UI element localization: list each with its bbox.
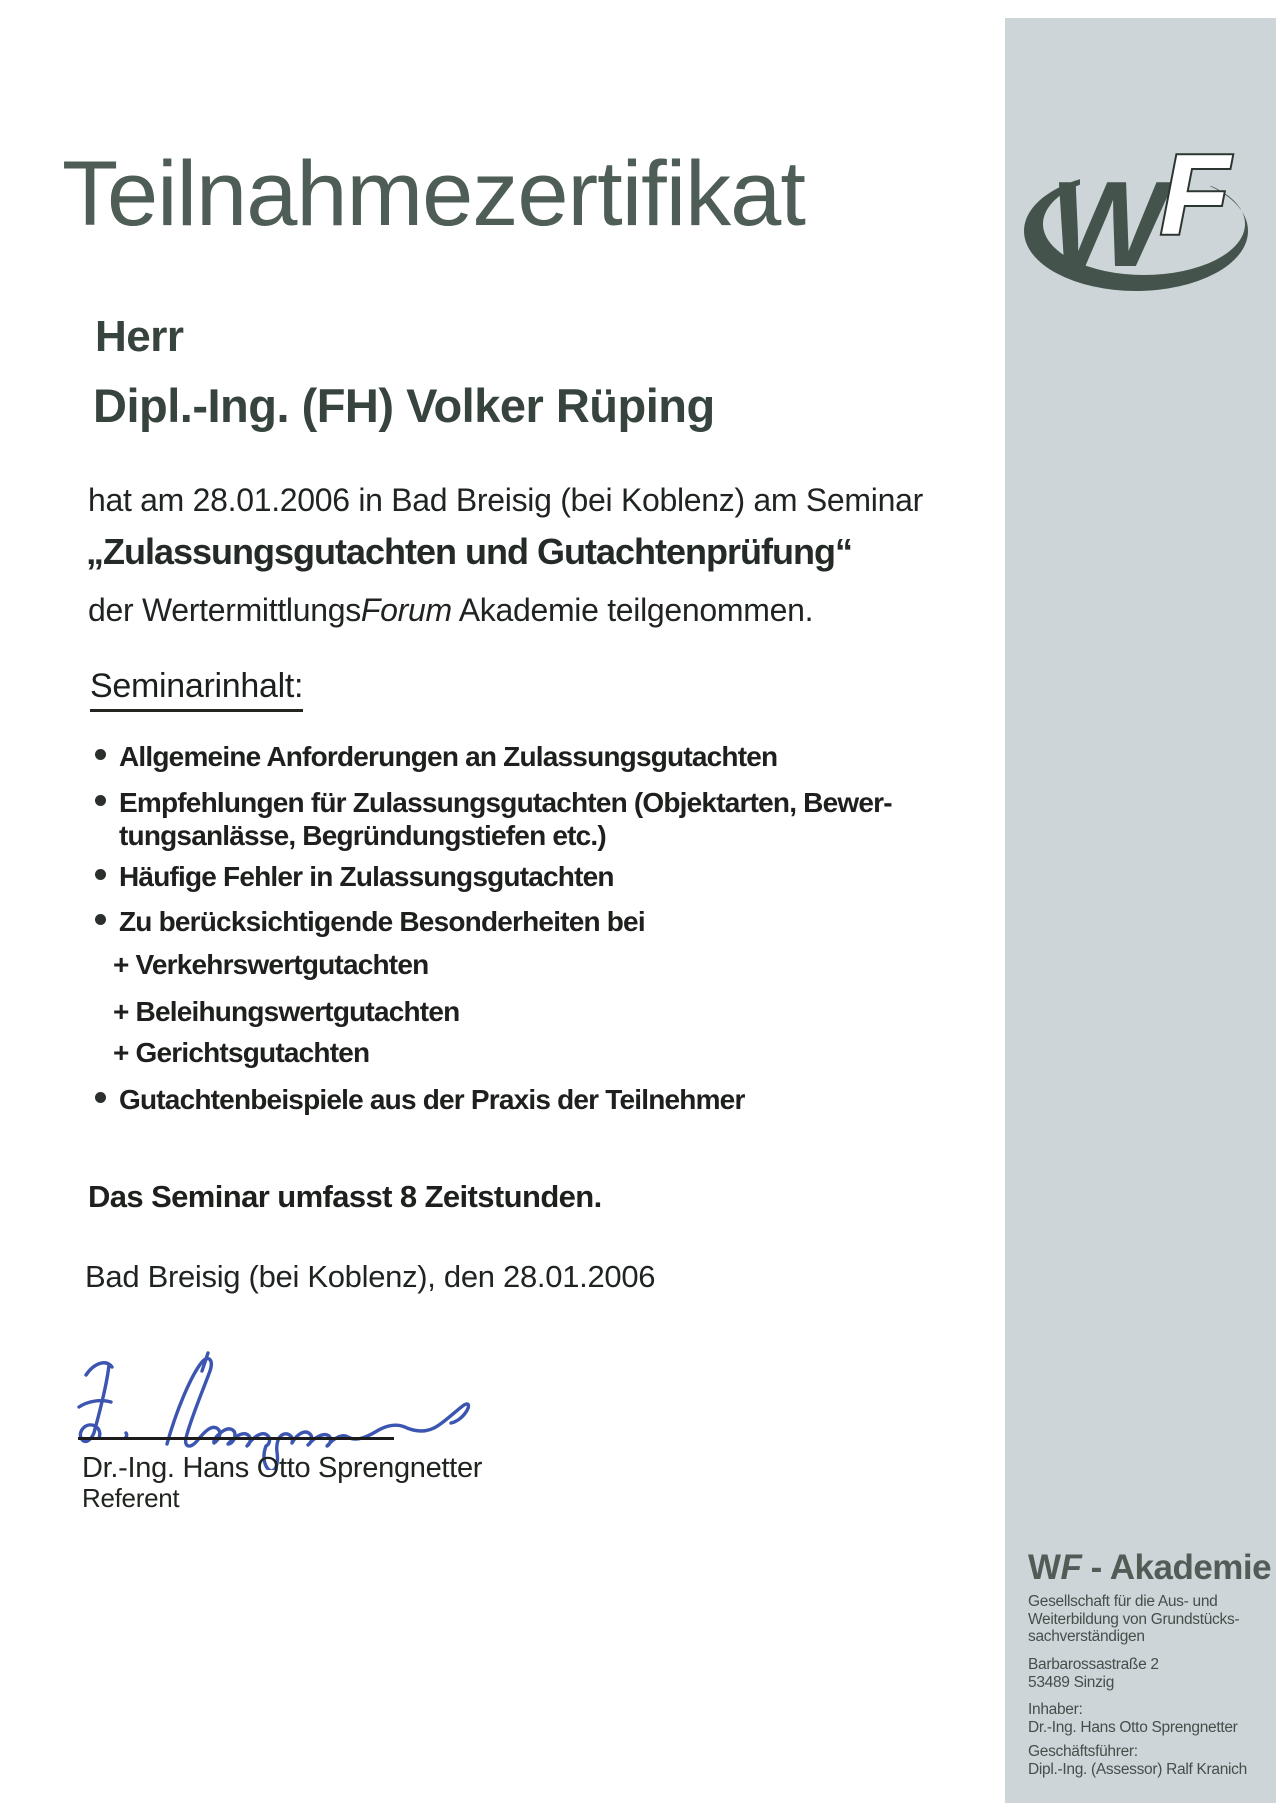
org-description-line: sachverständigen	[1028, 1628, 1145, 1645]
list-item-text: Häufige Fehler in Zulassungsgutachten	[119, 861, 614, 892]
list-item-text-line1: Empfehlungen für Zulassungsgutachten (Objektarten, Bewer-	[119, 787, 892, 818]
outro-suffix: Akademie teilgenommen.	[451, 592, 814, 628]
org-address-line: Barbarossastraße 2	[1028, 1656, 1159, 1673]
seminar-title: „Zulassungsgutachten und Gutachtenprüfung“	[86, 531, 852, 572]
org-description	[1028, 1593, 1239, 1646]
recipient-salutation: Herr	[95, 312, 184, 361]
intro-line: hat am 28.01.2006 in Bad Breisig (bei Koblenz) am Seminar	[88, 482, 923, 518]
signature-line	[78, 1437, 394, 1440]
wf-logo-icon	[1012, 136, 1268, 304]
seminar-content-heading	[90, 667, 303, 712]
org-manager-name: Dipl.-Ing. (Assessor) Ralf Kranich	[1028, 1760, 1247, 1778]
outro-prefix: der Wertermittlungs	[88, 592, 361, 628]
list-item-text: Zu berücksichtigende Besonderheiten bei	[119, 906, 645, 937]
list-item	[95, 905, 645, 938]
list-item	[95, 860, 614, 893]
logo-letter-w: W	[1050, 156, 1166, 292]
org-name-w: W	[1028, 1548, 1061, 1587]
org-address	[1028, 1656, 1159, 1691]
org-owner-label: Inhaber:	[1028, 1701, 1083, 1718]
list-item-text: Allgemeine Anforderungen an Zulassungsgutachten	[119, 741, 778, 772]
org-manager-label: Geschäftsführer:	[1028, 1743, 1138, 1760]
org-manager	[1028, 1743, 1247, 1778]
list-item	[95, 1083, 745, 1116]
list-item-text: Gutachtenbeispiele aus der Praxis der Teilnehmer	[119, 1084, 745, 1115]
list-item	[95, 740, 777, 773]
recipient-name: Dipl.-Ing. (FH) Volker Rüping	[93, 379, 715, 432]
org-owner-name: Dr.-Ing. Hans Otto Sprengnetter	[1028, 1718, 1238, 1736]
sub-list-item: + Beleihungswertgutachten	[113, 996, 460, 1027]
bullet-dot-icon	[95, 869, 106, 880]
org-name-f: F	[1060, 1548, 1082, 1587]
sub-list-item: + Verkehrswertgutachten	[113, 949, 429, 980]
outro-italic-word: Forum	[360, 592, 452, 628]
bullet-dot-icon	[95, 914, 106, 925]
bullet-dot-icon	[95, 795, 106, 806]
logo-letter-f: F	[1160, 136, 1230, 259]
signer-name: Dr.-Ing. Hans Otto Sprengnetter	[82, 1452, 483, 1484]
org-name-rest: - Akademie	[1081, 1548, 1272, 1587]
seminar-duration: Das Seminar umfasst 8 Zeitstunden.	[88, 1179, 602, 1214]
seminar-content-heading-text: Seminarinhalt:	[90, 667, 303, 712]
org-description-line: Weiterbildung von Grundstücks-	[1028, 1610, 1240, 1628]
org-description-line: Gesellschaft für die Aus- und	[1028, 1593, 1218, 1610]
org-address-line: 53489 Sinzig	[1028, 1673, 1115, 1691]
signer-role: Referent	[82, 1483, 180, 1513]
page-title: Teilnahmezertifikat	[62, 143, 805, 245]
org-owner	[1028, 1701, 1238, 1736]
place-date-line: Bad Breisig (bei Koblenz), den 28.01.2006	[85, 1259, 656, 1294]
org-name	[1028, 1548, 1271, 1588]
bullet-dot-icon	[95, 749, 106, 760]
sub-list-item: + Gerichtsgutachten	[113, 1037, 370, 1068]
outro-line	[88, 592, 813, 629]
list-item-text-line2: tungsanlässe, Begründungstiefen etc.)	[119, 820, 606, 851]
bullet-dot-icon	[95, 1092, 106, 1103]
list-item	[95, 786, 909, 852]
